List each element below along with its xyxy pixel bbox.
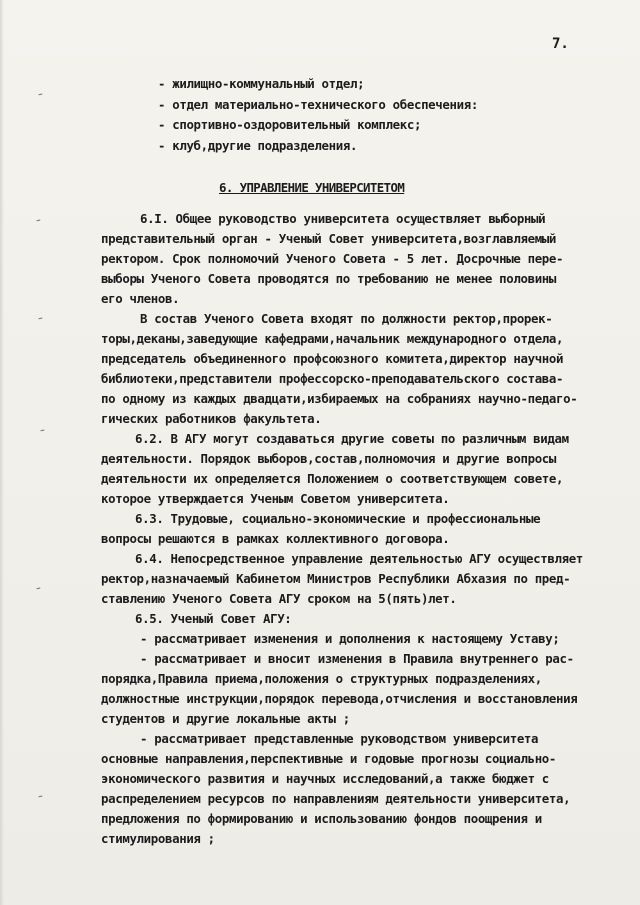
- section-heading: 6. УПРАВЛЕНИЕ УНИВЕРСИТЕТОМ: [219, 180, 405, 195]
- margin-mark-4: ـ: [38, 419, 45, 435]
- text-line: выборы Ученого Совета проводятся по требованию не менее половины: [101, 271, 557, 286]
- text-line: 6.5. Ученый Совет АГУ:: [135, 611, 292, 626]
- text-line: которое утверждается Ученым Советом университета.: [101, 491, 450, 506]
- text-line: его членов.: [101, 291, 180, 306]
- text-line: вопросы решаются в рамках коллективного договора.: [101, 531, 450, 546]
- page-edge-shadow: [0, 0, 4, 905]
- text-line: гических работников факультета.: [101, 411, 322, 426]
- text-line: - рассматривает и вносит изменения в Правила внутреннего рас-: [140, 651, 574, 666]
- list-item: - жилищно-коммунальный отдел;: [158, 76, 365, 91]
- page-number: 7.: [552, 36, 569, 52]
- margin-mark-6: ـ: [36, 785, 43, 801]
- text-line: студентов и другие локальные акты ;: [101, 711, 350, 726]
- text-line: распределением ресурсов по направлениям деятельности университета,: [101, 791, 571, 806]
- text-line: - рассматривает представленные руководством университета: [140, 731, 539, 746]
- margin-mark-5: ـ: [34, 577, 41, 593]
- text-line: должностные инструкции,порядок перевода,отчисления и восстановления: [101, 691, 578, 706]
- text-line: 6.4. Непосредственное управление деятельностью АГУ осуществляет: [135, 551, 583, 566]
- text-line: по одному из каждых двадцати,избираемых на собраниях научно-педаго-: [101, 391, 578, 406]
- text-line: ставлению Ученого Совета АГУ сроком на 5(пять)лет.: [101, 591, 457, 606]
- text-line: 6.I. Общее руководство университета осуществляет выборный: [140, 211, 546, 226]
- text-line: В состав Ученого Совета входят по должности ректор,прорек-: [140, 311, 553, 326]
- text-line: - рассматривает изменения и дополнения к настоящему Уставу;: [140, 631, 560, 646]
- text-line: председатель объединенного профсоюзного комитета,директор научной: [101, 351, 564, 366]
- text-line: 6.2. В АГУ могут создаваться другие советы по различным видам: [135, 431, 569, 446]
- text-line: 6.3. Трудовые, социально-экономические и профессиональные: [135, 511, 541, 526]
- text-line: ректор,назначаемый Кабинетом Министров Республики Абхазия по пред-: [101, 571, 571, 586]
- list-item: - спортивно-оздоровительный комплекс;: [158, 117, 422, 132]
- text-line: торы,деканы,заведующие кафедрами,начальник международного отдела,: [101, 331, 564, 346]
- text-line: деятельности их определяется Положением о соответствующем совете,: [101, 471, 564, 486]
- text-line: ректором. Срок полномочий Ученого Совета - 5 лет. Досрочные пере-: [101, 251, 564, 266]
- margin-mark-2: ـ: [34, 209, 41, 225]
- text-line: стимулирования ;: [101, 831, 215, 846]
- margin-mark-3: ـ: [36, 307, 43, 323]
- list-item: - клуб,другие подразделения.: [158, 138, 358, 153]
- text-line: порядка,Правила приема,положения о структурных подразделениях,: [101, 671, 542, 686]
- list-item: - отдел материально-технического обеспечения:: [158, 97, 478, 112]
- text-line: основные направления,перспективные и годовые прогнозы социально-: [101, 751, 557, 766]
- text-line: деятельности. Порядок выборов,состав,полномочия и другие вопросы: [101, 451, 557, 466]
- text-line: представительный орган - Ученый Совет университета,возглавляемый: [101, 231, 557, 246]
- margin-mark-1: ـ: [36, 83, 43, 99]
- text-line: предложения по формированию и использованию фондов поощрения и: [101, 811, 542, 826]
- text-line: библиотеки,представители профессорско-преподавательского состава-: [101, 371, 564, 386]
- text-line: экономического развития и научных исследований,а также бюджет с: [101, 771, 549, 786]
